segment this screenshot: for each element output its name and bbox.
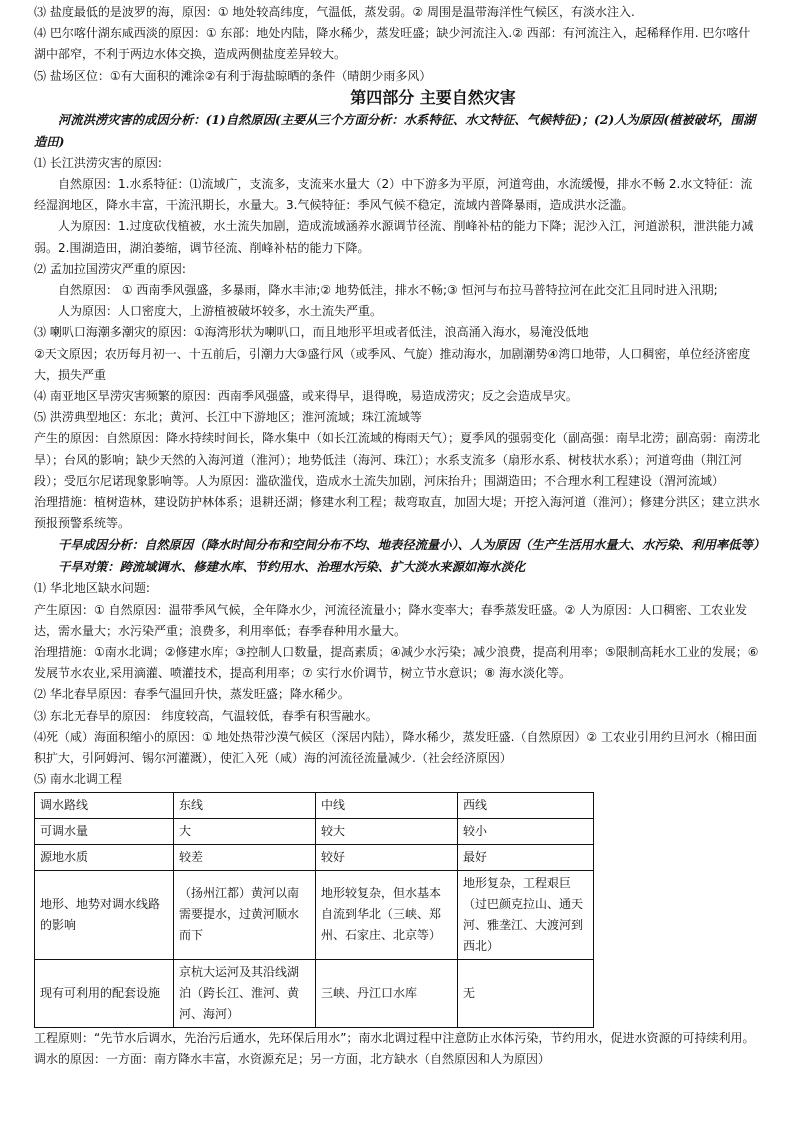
salinity-balkhash: ⑷ 巴尔喀什湖东咸西淡的原因：① 东部：地处内陆，降水稀少，蒸发旺盛；缺少河流注入.② 西部：有河流注入，起稀释作用. 巴尔喀什湖中部窄，不利于两边水体交换，造成两侧盐度差异较大。: [34, 26, 751, 62]
flood-causes-detail: 产生的原因：自然原因：降水持续时间长，降水集中（如长江流域的梅雨天气）；夏季风的强弱变化（副高强：南旱北涝；副高弱：南涝北旱）；台风的影响；缺少天然的入海河道（淮河）；地势低洼（海河、珠江）；水系支流多（扇形水系、树枝状水系）；河道弯曲（荆江河段）；受厄尔尼诺现象影响等。人为原因：滥砍滥伐，造成水土流失加剧，河床抬升；围湖造田；不合理水利工程建设（渭河流域）: [34, 431, 761, 488]
table-header-cell: 东线: [174, 792, 316, 818]
table-cell: 三峡、丹江口水库: [316, 959, 458, 1027]
table-header-cell: 西线: [458, 792, 594, 818]
table-cell: 可调水量: [35, 818, 174, 844]
section-title: 第四部分 主要自然灾害: [350, 87, 516, 107]
yangtze-flood-title: ⑴ 长江洪涝灾害的原因:: [34, 155, 162, 170]
table-cell: 较好: [316, 844, 458, 870]
south-asia-drought-flood: ⑷ 南亚地区旱涝灾害频繁的原因：西南季风强盛，或来得早，退得晚，易造成涝灾；反之会造成旱灾。: [34, 389, 578, 404]
table-row: [35, 959, 594, 1027]
bangladesh-human-causes: 人为原因：人口密度大，上游植被破坏较多，水土流失严重。: [58, 304, 383, 319]
northeast-no-spring-drought: ⑶ 东北无春旱的原因： 纬度较高，气温较低，春季有积雪融水。: [34, 708, 378, 723]
salinity-baltic: ⑶ 盐度最低的是波罗的海，原因：① 地处较高纬度，气温低，蒸发弱。② 周围是温带海洋性气候区，有淡水注入.: [34, 5, 635, 19]
north-china-water-measures: 治理措施：①南水北调；②修建水库；③控制人口数量，提高素质；④减少水污染；减少浪费，提高利用率；⑤限制高耗水工业的发展；⑥发展节水农业,采用滴灌、喷灌技术，提高利用率；⑦ 实行水价调节，树立节水意识；⑧ 海水淡化等。: [34, 645, 759, 681]
table-cell: 较大: [316, 818, 458, 844]
water-diversion-table: [34, 792, 594, 1028]
north-china-water-title: ⑴ 华北地区缺水问题:: [34, 581, 150, 596]
table-row: [35, 844, 594, 870]
table-row: [35, 870, 594, 959]
drought-countermeasures-heading: 干旱对策：跨流域调水、修建水库、节约用水、治理水污染、扩大淡水来源如海水淡化: [58, 559, 526, 575]
table-cell: 源地水质: [35, 844, 174, 870]
table-cell: 无: [458, 959, 594, 1027]
bangladesh-natural-causes: 自然原因： ① 西南季风强盛，多暴雨，降水丰沛;② 地势低洼，排水不畅;③ 恒河与布拉马普特拉河在此交汇且同时进入汛期;: [58, 283, 718, 298]
table-row: [35, 818, 594, 844]
table-header-row: [35, 792, 594, 818]
salt-field-location: ⑸ 盐场区位：①有大面积的滩涂②有利于海盐晾晒的条件（晴朗少雨多风）: [34, 68, 432, 83]
flood-typical-regions: ⑸ 洪涝典型地区：东北；黄河、长江中下游地区；淮河流域；珠江流域等: [34, 410, 422, 425]
drought-cause-heading: 干旱成因分析：自然原因（降水时间分布和空间分布不均、地表径流量小）、人为原因（生产生活用水量大、水污染、利用率低等）: [58, 537, 766, 553]
bangladesh-flood-title: ⑵ 孟加拉国涝灾严重的原因:: [34, 261, 186, 276]
table-cell: 现有可利用的配套设施: [35, 959, 174, 1027]
table-cell: 最好: [458, 844, 594, 870]
table-cell: （扬州江都）黄河以南需要提水，过黄河顺水而下: [174, 870, 316, 959]
table-header-cell: 调水路线: [35, 792, 174, 818]
flood-cause-heading: 河流洪涝灾害的成因分析：(1)自然原因(主要从三个方面分析：水系特征、水文特征、气候特征)；(2)人为原因(植被破坏，围湖造田): [34, 111, 756, 149]
tidal-disaster-causes: ⑶ 喇叭口海潮多潮灾的原因：①海湾形状为喇叭口，而且地形平坦或者低洼，浪高涌入海水，易淹没低地: [34, 325, 589, 340]
table-cell: 较小: [458, 818, 594, 844]
south-north-water-title: ⑸ 南水北调工程: [34, 772, 122, 787]
tidal-disaster-causes-cont: ②天文原因；农历每月初一、十五前后，引潮力大③盛行风（或季风、气旋）推动海水，加剧潮势④湾口地带，人口稠密，单位经济密度大，损失严重: [34, 346, 751, 382]
table-cell: 较差: [174, 844, 316, 870]
diversion-reasons: 调水的原因：一方面：南方降水丰富，水资源充足；另一方面，北方缺水（自然原因和人为原因）: [34, 1051, 551, 1066]
table-cell: 京杭大运河及其沿线湖泊（跨长江、淮河、黄河、海河）: [174, 959, 316, 1027]
flood-control-measures: 治理措施：植树造林，建设防护林体系；退耕还湖；修建水利工程；裁弯取直，加固大堤；开挖入海河道（淮河）；修建分洪区；建立洪水预报预警系统等。: [34, 495, 761, 531]
project-principle: 工程原则：“先节水后调水，先治污后通水，先环保后用水”；南水北调过程中注意防止水体污染，节约用水，促进水资源的可持续利用。: [34, 1030, 755, 1045]
north-china-spring-drought: ⑵ 华北春旱原因：春季气温回升快，蒸发旺盛；降水稀少。: [34, 687, 350, 702]
dead-sea-shrinking: ⑷死（咸）海面积缩小的原因：① 地处热带沙漠气候区（深居内陆），降水稀少，蒸发旺盛.（自然原因）② 工农业引用约旦河水（棉田面积扩大，引阿姆河、锡尔河灌溉），使汇入死（咸）海的河流径流量减少.（社会经济原因）: [34, 729, 757, 766]
yangtze-natural-causes: 自然原因：1.水系特征：⑴流域广，支流多，支流来水量大（2）中下游多为平原，河道弯曲，水流缓慢，排水不畅 2.水文特征：流经湿润地区，降水丰富，干流汛期长，水量大。3.气候特征：季风气候不稳定，流域内普降暴雨，造成洪水泛滥。: [34, 177, 753, 213]
table-cell: 地形、地势对调水线路的影响: [35, 870, 174, 959]
table-cell: 大: [174, 818, 316, 844]
table-header-cell: 中线: [316, 792, 458, 818]
north-china-water-causes: 产生原因：① 自然原因：温带季风气候，全年降水少，河流径流量小；降水变率大；春季蒸发旺盛。② 人为原因：人口稠密、工农业发达，需水量大；水污染严重；浪费多，利用率低；春季春种用水量大。: [34, 602, 748, 638]
table-cell: 地形复杂，工程艰巨（过巴颜克拉山、通天河、雅垄江、大渡河到西北）: [458, 870, 594, 959]
yangtze-human-causes: 人为原因：1.过度砍伐植被，水土流失加剧，造成流域涵养水源调节径流、削峰补枯的能力下降；泥沙入江，河道淤积，泄洪能力减弱。2.围湖造田，湖泊萎缩，调节径流、削峰补枯的能力下降。: [34, 219, 754, 255]
table-cell: 地形较复杂，但水基本自流到华北（三峡、郑州、石家庄、北京等）: [316, 870, 458, 959]
